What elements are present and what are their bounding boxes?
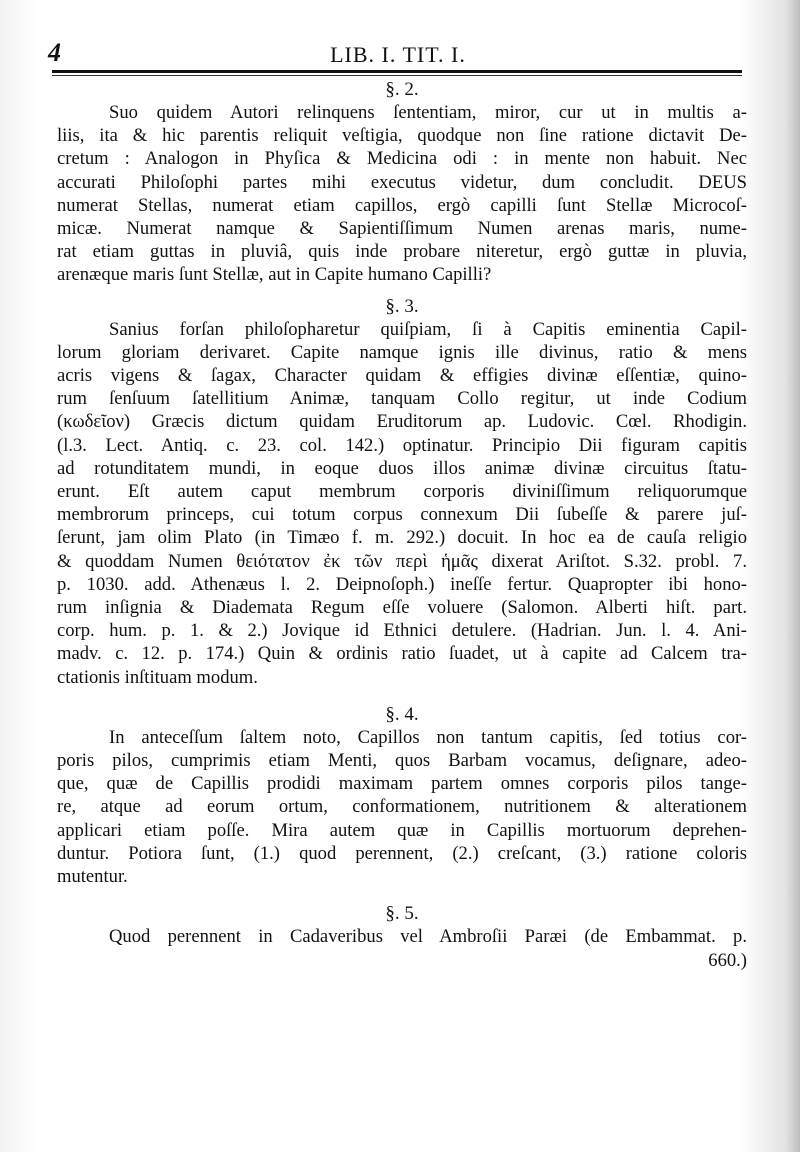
section-3 <box>57 295 747 689</box>
paragraph <box>57 101 747 287</box>
text-line: arenæque maris ſunt Stellæ, aut in Capite humano Capilli? <box>57 264 492 286</box>
text-line: & quoddam Numen θειότατον ἐκ τῶν περὶ ἡμᾶς dixerat Ariſtot. S.32. probl. 7. <box>57 550 747 572</box>
section-2 <box>57 78 747 287</box>
header-rule-thin <box>52 75 742 76</box>
text-line: 660.) <box>708 949 747 971</box>
section-heading: §. 5. <box>385 903 419 925</box>
text-line: ctationis inſtituam modum. <box>57 666 258 688</box>
text-line: ſerunt, jam olim Plato (in Timæo f. m. 292.) docuit. In hoc ea de cauſa religio <box>57 527 747 549</box>
section-5 <box>57 902 747 971</box>
text-line: In anteceſſum ſaltem noto, Capillos non tantum capitis, ſed totius cor- <box>109 726 747 748</box>
page-header <box>48 38 748 72</box>
text-line: corp. hum. p. 1. & 2.) Jovique id Ethnici detulere. (Hadrian. Jun. l. 4. Ani- <box>57 620 747 642</box>
text-line: mutentur. <box>57 866 128 888</box>
paragraph <box>57 318 747 689</box>
text-line: poris pilos, cumprimis etiam Menti, quos Barbam vocamus, deſignare, adeo- <box>57 750 747 772</box>
text-line: membrorum princeps, cui totum corpus connexum Dii ſubeſſe & parere juſ- <box>57 504 747 526</box>
text-line: rat etiam guttas in pluviâ, quis inde probare niteretur, ergò guttæ in pluvia, <box>57 241 747 263</box>
text-line: (κωδεῖον) Græcis dictum quidam Eruditorum ap. Ludovic. Cœl. Rhodigin. <box>57 411 747 433</box>
text-line: Suo quidem Autori relinquens ſententiam, miror, cur ut in multis a- <box>109 102 747 123</box>
page-body <box>57 78 747 972</box>
text-line: madv. c. 12. p. 174.) Quin & ordinis ratio ſuadet, ut à capite ad Calcem tra- <box>57 643 747 665</box>
text-line: p. 1030. add. Athenæus l. 2. Deipnoſoph.) ineſſe fertur. Quapropter ibi hono- <box>57 573 747 595</box>
text-line: liis, ita & hic parentis reliquit veſtigia, quodque non ſine ratione dictavit De- <box>57 125 747 147</box>
text-line: rum inſignia & Diademata Regum eſſe voluere (Salomon. Alberti hiſt. part. <box>57 597 747 619</box>
text-line: Sanius forſan philoſopharetur quiſpiam, ſi à Capitis eminentia Capil- <box>109 318 747 340</box>
text-line: accurati Philoſophi partes mihi executus videtur, dum concludit. DEUS <box>57 171 747 193</box>
section-heading: §. 3. <box>385 295 419 317</box>
text-line: applicari etiam poſſe. Mira autem quæ in Capillis mortuorum deprehen- <box>57 819 747 841</box>
section-heading: §. 4. <box>385 703 419 725</box>
text-line: duntur. Potiora ſunt, (1.) quod perennent, (2.) creſcant, (3.) ratione coloris <box>57 842 747 864</box>
text-line: numerat Stellas, numerat etiam capillos, ergò capilli ſunt Stellæ Microcoſ- <box>57 194 747 216</box>
section-heading: §. 2. <box>385 79 419 100</box>
paragraph <box>57 925 747 971</box>
header-rule <box>52 70 742 73</box>
running-title: LIB. I. TIT. I. <box>330 42 466 67</box>
page-number: 4 <box>48 38 61 67</box>
paragraph <box>57 726 747 888</box>
text-line: rum ſenſuum ſatellitium Animæ, tanquam Collo regitur, ut inde Codium <box>57 388 747 410</box>
text-line: erunt. Eſt autem caput membrum corporis diviniſſimum reliquorumque <box>57 481 747 503</box>
text-line: lorum gloriam derivaret. Capite namque ignis ille divinus, ratio & mens <box>57 341 747 363</box>
text-line: que, quæ de Capillis prodidi maximam partem omnes corporis pilos tange- <box>57 773 747 795</box>
text-line: Quod perennent in Cadaveribus vel Ambroſii Paræi (de Embammat. p. <box>109 926 747 948</box>
text-line: cretum : Analogon in Phyſica & Medicina odi : in mente non habuit. Nec <box>57 148 747 170</box>
text-line: ad rotunditatem mundi, in eoque duos illos animæ divinæ circuitus ſtatu- <box>57 457 747 479</box>
section-4 <box>57 703 747 888</box>
text-line: (l.3. Lect. Antiq. c. 23. col. 142.) optinatur. Principio Dii figuram capitis <box>57 434 747 456</box>
text-line: micæ. Numerat namque & Sapientiſſimum Numen arenas maris, nume- <box>57 218 747 240</box>
text-line: acris vigens & ſagax, Character quidam & effigies divinæ eſſentiæ, quino- <box>57 365 747 387</box>
text-line: re, atque ad eorum ortum, conformationem, nutritionem & alterationem <box>57 796 747 818</box>
